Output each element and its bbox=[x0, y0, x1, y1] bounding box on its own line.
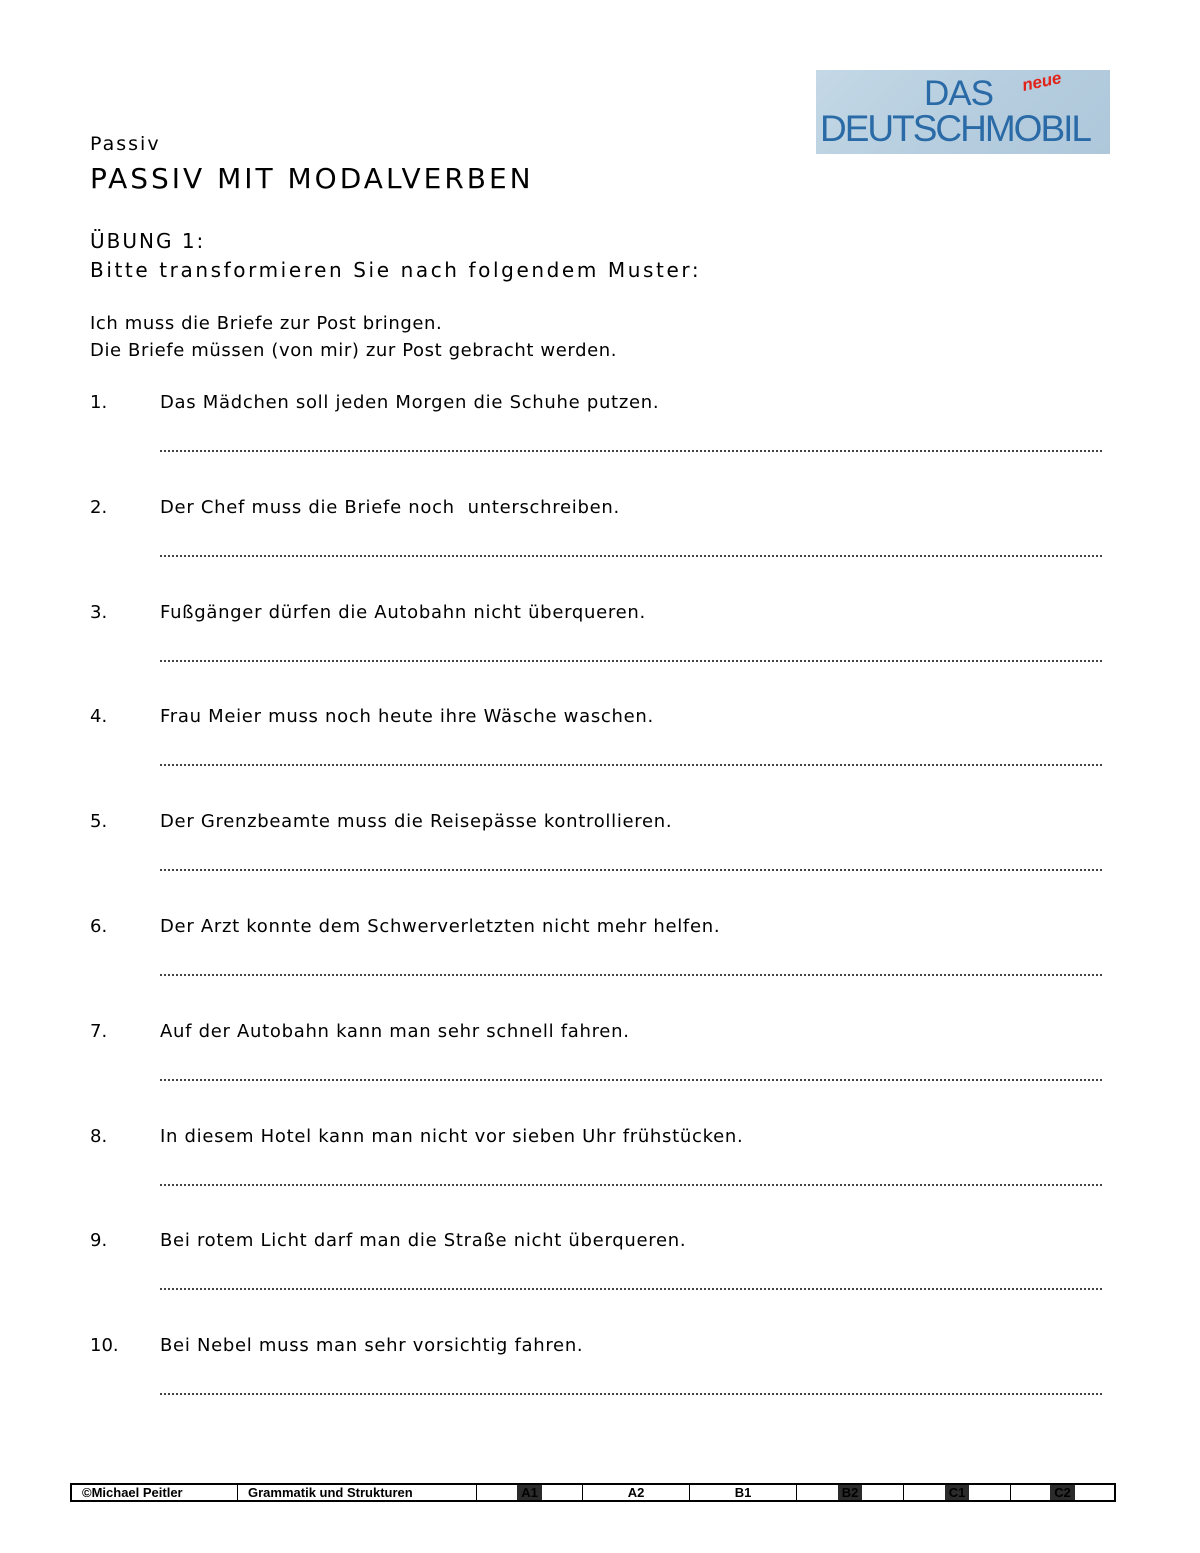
answer-line[interactable] bbox=[160, 555, 1102, 557]
exercise-item bbox=[0, 602, 1200, 682]
item-number: 6. bbox=[90, 916, 108, 937]
footer-category: Grammatik und Strukturen bbox=[238, 1485, 477, 1500]
exercise-item bbox=[0, 811, 1200, 891]
footer-level-c2: C2 bbox=[1011, 1485, 1114, 1500]
example-passive-sentence: Die Briefe müssen (von mir) zur Post gebracht werden. bbox=[90, 340, 618, 361]
item-sentence: Auf der Autobahn kann man sehr schnell fahren. bbox=[160, 1021, 630, 1042]
answer-line[interactable] bbox=[160, 660, 1102, 662]
item-sentence: Bei rotem Licht darf man die Straße nicht überqueren. bbox=[160, 1230, 687, 1251]
item-sentence: Der Grenzbeamte muss die Reisepässe kontrollieren. bbox=[160, 811, 673, 832]
item-sentence: Der Chef muss die Briefe noch unterschreiben. bbox=[160, 497, 620, 518]
item-number: 1. bbox=[90, 392, 108, 413]
item-sentence: Bei Nebel muss man sehr vorsichtig fahren. bbox=[160, 1335, 584, 1356]
logo-das-text: DAS bbox=[924, 74, 993, 113]
footer-table bbox=[70, 1483, 1116, 1502]
logo-neue-text: neue bbox=[1020, 68, 1064, 95]
exercise-item bbox=[0, 1126, 1200, 1206]
item-sentence: Der Arzt konnte dem Schwerverletzten nicht mehr helfen. bbox=[160, 916, 721, 937]
das-neue-deutschmobil-logo bbox=[816, 70, 1110, 154]
item-number: 3. bbox=[90, 602, 108, 623]
logo-deutschmobil-text: DEUTSCHMOBIL bbox=[820, 108, 1090, 149]
exercise-item bbox=[0, 1335, 1200, 1415]
exercise-item bbox=[0, 706, 1200, 786]
item-sentence: In diesem Hotel kann man nicht vor sieben Uhr frühstücken. bbox=[160, 1126, 744, 1147]
item-number: 9. bbox=[90, 1230, 108, 1251]
footer-level-b2: B2 bbox=[797, 1485, 904, 1500]
exercise-heading: ÜBUNG 1: bbox=[90, 229, 206, 253]
answer-line[interactable] bbox=[160, 974, 1102, 976]
answer-line[interactable] bbox=[160, 450, 1102, 452]
item-number: 4. bbox=[90, 706, 108, 727]
subject-label: Passiv bbox=[90, 133, 161, 155]
exercise-item bbox=[0, 1230, 1200, 1310]
page-title: PASSIV MIT MODALVERBEN bbox=[90, 162, 534, 195]
footer-author: ©Michael Peitler bbox=[72, 1485, 238, 1500]
exercise-instruction: Bitte transformieren Sie nach folgendem Muster: bbox=[90, 258, 702, 282]
footer-level-b1: B1 bbox=[690, 1485, 797, 1500]
answer-line[interactable] bbox=[160, 1079, 1102, 1081]
item-number: 7. bbox=[90, 1021, 108, 1042]
item-number: 8. bbox=[90, 1126, 108, 1147]
item-sentence: Frau Meier muss noch heute ihre Wäsche waschen. bbox=[160, 706, 654, 727]
answer-line[interactable] bbox=[160, 1393, 1102, 1395]
answer-line[interactable] bbox=[160, 869, 1102, 871]
exercise-item bbox=[0, 1021, 1200, 1101]
answer-line[interactable] bbox=[160, 1184, 1102, 1186]
item-number: 5. bbox=[90, 811, 108, 832]
exercise-item bbox=[0, 392, 1200, 472]
exercise-item bbox=[0, 497, 1200, 577]
exercise-item bbox=[0, 916, 1200, 996]
item-sentence: Fußgänger dürfen die Autobahn nicht überqueren. bbox=[160, 602, 646, 623]
item-number: 10. bbox=[90, 1335, 119, 1356]
answer-line[interactable] bbox=[160, 764, 1102, 766]
footer-level-a1: A1 bbox=[477, 1485, 583, 1500]
item-number: 2. bbox=[90, 497, 108, 518]
footer-level-c1: C1 bbox=[904, 1485, 1011, 1500]
item-sentence: Das Mädchen soll jeden Morgen die Schuhe putzen. bbox=[160, 392, 660, 413]
answer-line[interactable] bbox=[160, 1288, 1102, 1290]
example-active-sentence: Ich muss die Briefe zur Post bringen. bbox=[90, 313, 443, 334]
footer-level-a2: A2 bbox=[583, 1485, 690, 1500]
